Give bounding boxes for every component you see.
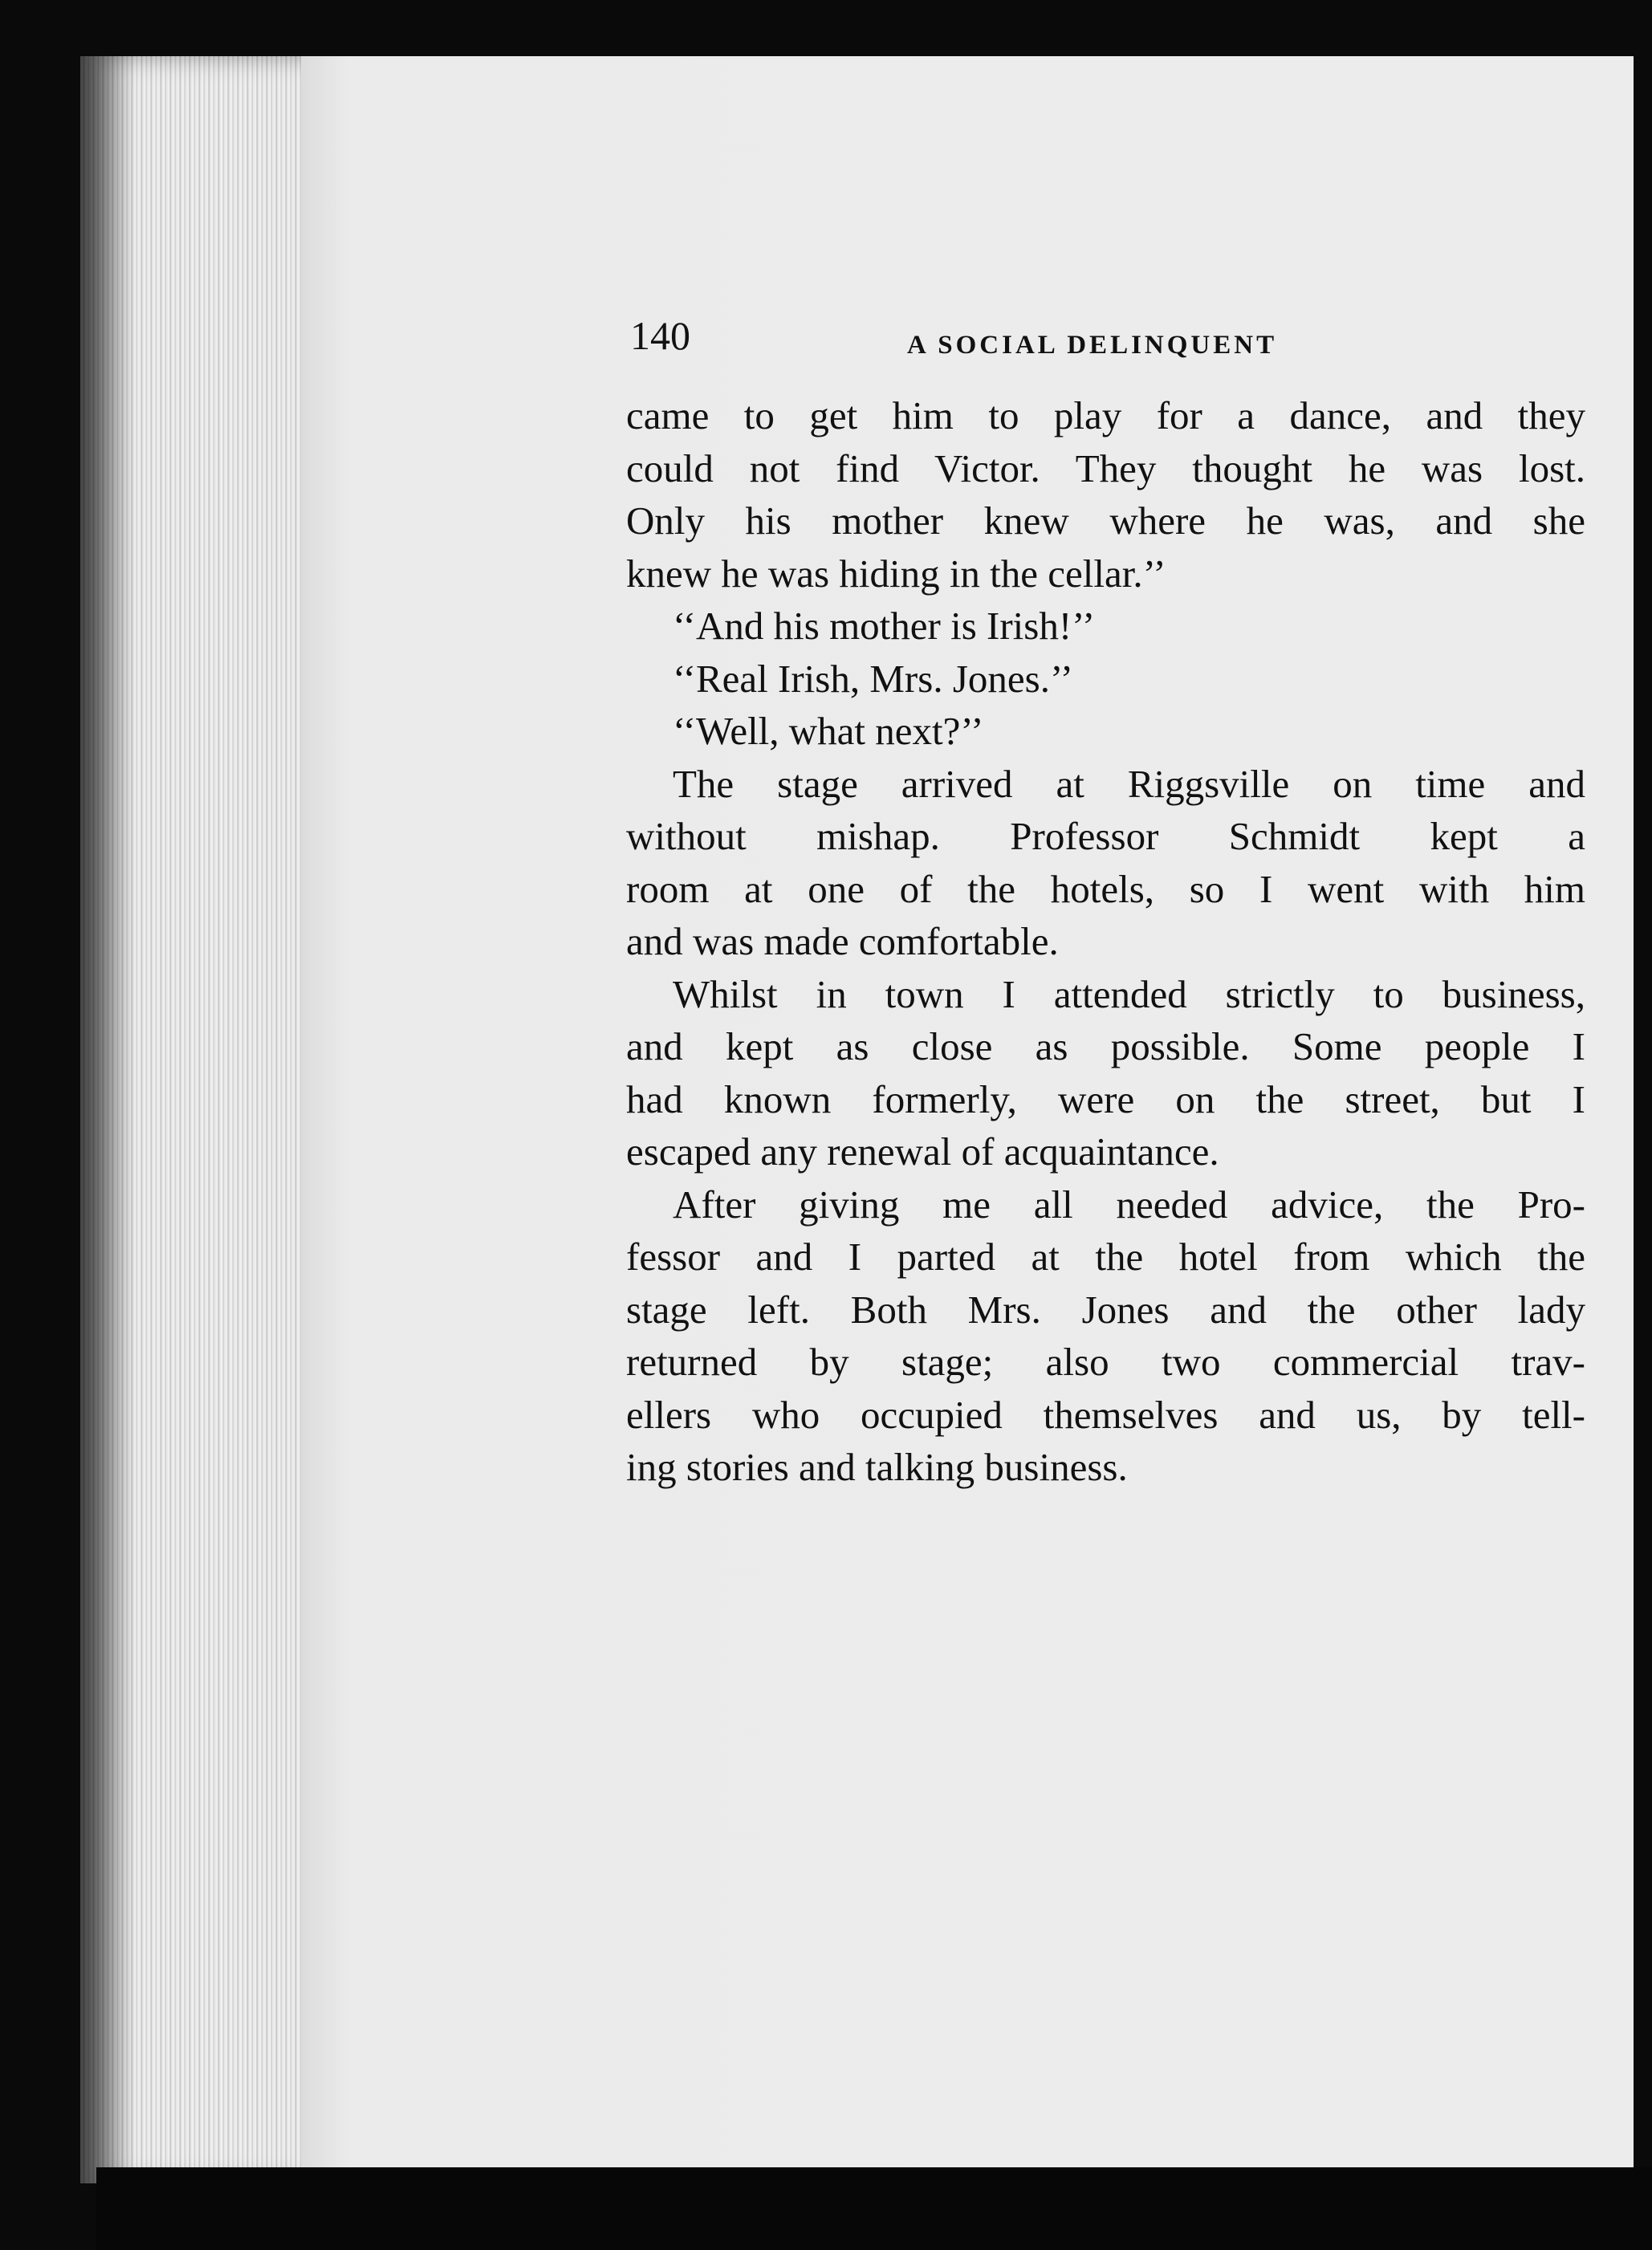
scan-bottom-border xyxy=(96,2167,1652,2250)
paragraph-first-line: The stage arrived at Riggsville on time and xyxy=(673,761,1585,806)
text-line: knew he was hiding in the cellar.’’ xyxy=(626,551,1166,596)
page-stack-edges xyxy=(80,56,321,2183)
dialogue-line: ‘‘And his mother is Irish!’’ xyxy=(673,604,1096,648)
dialogue-line: ‘‘Well, what next?’’ xyxy=(673,709,984,753)
text-line: escaped any renewal of acquaintance. xyxy=(626,1129,1219,1174)
text-line: fessor and I parted at the hotel from which the xyxy=(626,1235,1585,1279)
text-line: and was made comfortable. xyxy=(626,919,1059,963)
running-head xyxy=(630,311,1593,368)
text-line: ellers who occupied themselves and us, by tell- xyxy=(626,1392,1585,1437)
page-number: 140 xyxy=(630,313,690,358)
text-line: had known formerly, were on the street, but I xyxy=(626,1076,1585,1121)
text-line: came to get him to play for a dance, and they xyxy=(626,393,1585,437)
body-text xyxy=(626,389,1585,1494)
paragraph-first-line: After giving me all needed advice, the Pro- xyxy=(673,1182,1585,1227)
paragraph-first-line: Whilst in town I attended strictly to business, xyxy=(673,971,1585,1016)
text-line: and kept as close as possible. Some people I xyxy=(626,1024,1585,1068)
text-line: returned by stage; also two commercial trav- xyxy=(626,1340,1585,1384)
running-title: A SOCIAL DELINQUENT xyxy=(907,331,1278,360)
dialogue-line: ‘‘Real Irish, Mrs. Jones.’’ xyxy=(673,656,1073,701)
text-line: could not find Victor. They thought he was lost. xyxy=(626,446,1585,490)
text-line: Only his mother knew where he was, and she xyxy=(626,498,1585,543)
text-line: stage left. Both Mrs. Jones and the other lady xyxy=(626,1287,1585,1332)
text-line: ing stories and talking business. xyxy=(626,1445,1128,1489)
text-line: without mishap. Professor Schmidt kept a xyxy=(626,814,1585,858)
text-line: room at one of the hotels, so I went with him xyxy=(626,866,1585,911)
